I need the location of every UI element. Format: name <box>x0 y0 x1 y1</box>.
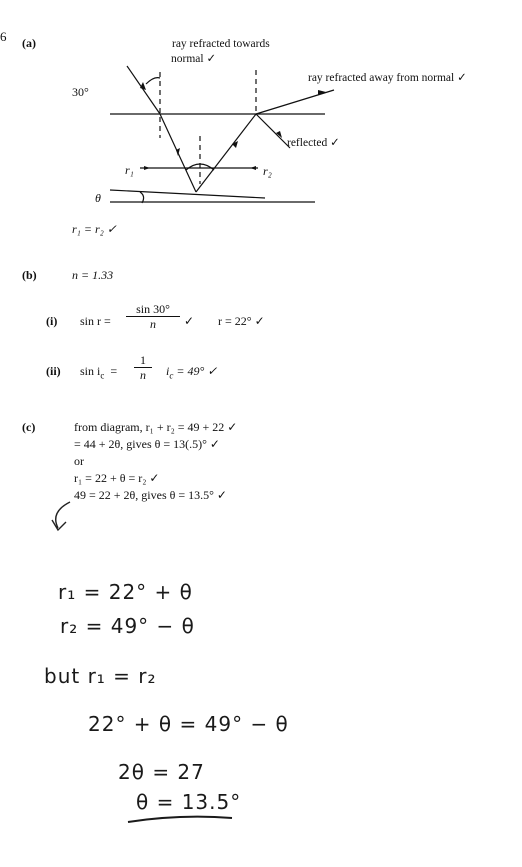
part-a-equation: r₁ = r₂ ✓ <box>72 222 117 236</box>
part-b-i-result: r = 22° ✓ <box>218 314 265 328</box>
part-a-label: (a) <box>22 36 36 50</box>
part-c-label: (c) <box>22 420 36 434</box>
part-b-ii-lhs: $\sin i_c$ = <box>80 364 118 381</box>
part-b-i-label: (i) <box>46 314 58 328</box>
refractive-index: n = 1.33 <box>72 268 114 282</box>
fraction-numerator: sin 30° <box>126 302 180 317</box>
angle-30-label: 30° <box>72 85 89 99</box>
part-c-line-5: 49 = 22 + 2θ, gives θ = 13.5° ✓ <box>74 488 227 502</box>
theta-label: θ <box>95 191 101 205</box>
fraction-numerator: 1 <box>134 353 152 368</box>
part-c-line-2: = 44 + 2θ, gives θ = 13(.5)° ✓ <box>74 437 220 451</box>
part-b-ii-result-main: i <box>166 364 170 378</box>
r1-label: r₁ <box>125 163 134 177</box>
label-refracted-towards-normal: normal ✓ <box>171 53 217 65</box>
fraction-denominator: n <box>140 368 146 382</box>
handwritten-line-4: 22° + θ = 49° − θ <box>88 712 289 736</box>
handwritten-line-1: r₁ = 22° + θ <box>58 580 193 604</box>
handwritten-line-6: θ = 13.5° <box>136 790 242 814</box>
part-b-ii-label: (ii) <box>46 364 61 378</box>
part-b-i-lhs: sin r = <box>80 314 111 328</box>
r2-label: r₂ <box>263 164 272 178</box>
part-b-ii-lhs-main: sin i <box>80 364 101 378</box>
part-c-line-4: r₁ = 22 + θ = r₂ ✓ <box>74 471 160 485</box>
margin-mark: 6 <box>0 29 7 44</box>
part-c-line-1: from diagram, r₁ + r₂ = 49 + 22 ✓ <box>74 420 238 434</box>
part-b-ii-lhs-sub: c <box>100 370 105 381</box>
underline-stroke <box>128 817 232 822</box>
label-refracted-away: ray refracted away from normal ✓ <box>308 72 467 84</box>
part-c-line-3: or <box>74 454 84 468</box>
handwritten-line-5: 2θ = 27 <box>118 760 205 784</box>
part-b-ii-result-sub: c <box>169 370 174 381</box>
handwritten-line-2: r₂ = 49° − θ <box>60 614 195 638</box>
label-reflected: reflected ✓ <box>287 137 340 149</box>
handwritten-line-3: but r₁ = r₂ <box>44 664 157 688</box>
part-b-ii-result-rest: = 49° ✓ <box>173 364 218 378</box>
fraction-denominator: n <box>150 317 156 331</box>
label-refracted-towards: ray refracted towards <box>172 38 270 50</box>
part-b-label: (b) <box>22 268 37 282</box>
part-b-i-tick: ✓ <box>184 314 195 328</box>
